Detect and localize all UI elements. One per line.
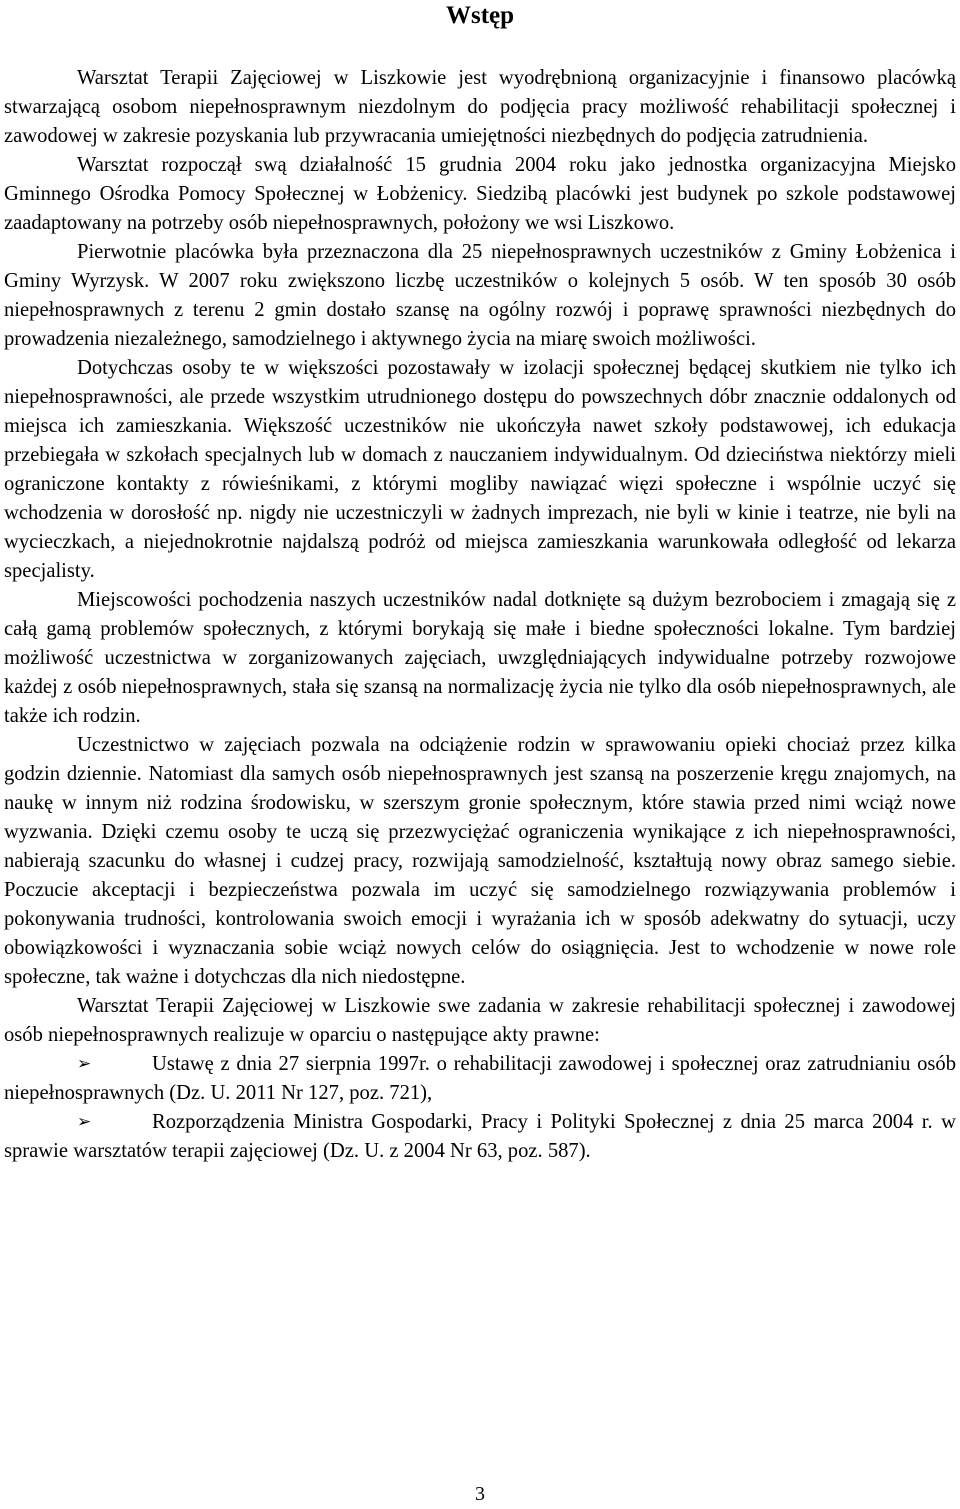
arrow-bullet-icon: ➢ (77, 1054, 92, 1074)
page-number: 3 (475, 1483, 485, 1505)
paragraph: Dotychczas osoby te w większości pozostawały w izolacji społecznej będącej skutkiem nie tylko ich niepełnosprawności, ale przede wszystkim utrudnionego dostępu do powszechnych dóbr znacznie oddalonych od miejsca ich zamieszkania. Większość uczestników nie ukończyła nawet szkoły podstawowej, ich edukacja przebiegała w szkołach specjalnych lub w domach z nauczaniem indywidualnym. Od dzieciństwa niektórzy mieli ograniczone kontakty z rówieśnikami, z którymi mogliby nawiązać więzi społeczne i wspólnie uczyć się wchodzenia w dorosłość np. nigdy nie uczestniczyli w żadnych imprezach, nie byli w kinie i teatrze, nie byli na wycieczkach, a niejednokrotnie najdalszą podróż od miejsca zamieszkania warunkowała odległość od lekarza specjalisty. (4, 357, 956, 582)
body-text (4, 64, 956, 1166)
list-item-text: Rozporządzenia Ministra Gospodarki, Pracy i Polityki Społecznej z dnia 25 marca 2004 r. w sprawie warsztatów terapii zajęciowej (Dz. U. z 2004 Nr 63, poz. 587). (4, 1111, 956, 1162)
arrow-bullet-icon: ➢ (77, 1112, 92, 1132)
list-item-text: Ustawę z dnia 27 sierpnia 1997r. o rehabilitacji zawodowej i społecznej oraz zatrudnianiu osób niepełnosprawnych (Dz. U. 2011 Nr 127, poz. 721), (4, 1053, 956, 1104)
paragraph: Pierwotnie placówka była przeznaczona dla 25 niepełnosprawnych uczestników z Gminy Łobżenica i Gminy Wyrzysk. W 2007 roku zwiększono liczbę uczestników o kolejnych 5 osób. W ten sposób 30 osób niepełnosprawnych z terenu 2 gmin dostało szansę na ogólny rozwój i poprawę sprawności niezbędnych do prowadzenia niezależnego, samodzielnego i aktywnego życia na miarę swoich możliwości. (4, 241, 956, 350)
paragraph: Warsztat Terapii Zajęciowej w Liszkowie swe zadania w zakresie rehabilitacji społecznej i zawodowej osób niepełnosprawnych realizuje w oparciu o następujące akty prawne: (4, 995, 956, 1046)
paragraph: Miejscowości pochodzenia naszych uczestników nadal dotknięte są dużym bezrobociem i zmagają się z całą gamą problemów społecznych, z którymi borykają się małe i biedne społeczności lokalne. Tym bardziej możliwość uczestnictwa w zorganizowanych zajęciach, uwzględniających indywidualne potrzeby rozwojowe każdej z osób niepełnosprawnych, stała się szansą na normalizację życia nie tylko dla osób niepełnosprawnych, ale także ich rodzin. (4, 589, 956, 727)
list-item (4, 1108, 956, 1166)
list-item (4, 1050, 956, 1108)
paragraph: Warsztat Terapii Zajęciowej w Liszkowie jest wyodrębnioną organizacyjnie i finansowo placówką stwarzającą osobom niepełnosprawnym niezdolnym do podjęcia pracy możliwość rehabilitacji społecznej i zawodowej w zakresie pozyskania lub przywracania umiejętności niezbędnych do podjęcia zatrudnienia. (4, 67, 956, 147)
paragraph: Uczestnictwo w zajęciach pozwala na odciążenie rodzin w sprawowaniu opieki chociaż przez kilka godzin dziennie. Natomiast dla samych osób niepełnosprawnych jest szansą na poszerzenie kręgu znajomych, na naukę w innym niż rodzina środowisku, w szerszym gronie społecznym, które stawia przed nimi wciąż nowe wyzwania. Dzięki czemu osoby te uczą się przezwyciężać ograniczenia wynikające z ich niepełnosprawności, nabierają szacunku do własnej i cudzej pracy, rozwijają samodzielność, kształtują nowy obraz samego siebie. Poczucie akceptacji i bezpieczeństwa pozwala im uczyć się samodzielnego rozwiązywania problemów i pokonywania trudności, kontrolowania swoich emocji i wyrażania ich w sposób adekwatny do sytuacji, uczy obowiązkowości i wyznaczania sobie wciąż nowych celów do osiągnięcia. Jest to wchodzenie w nowe role społeczne, tak ważne i dotychczas dla nich niedostępne. (4, 734, 956, 988)
paragraph: Warsztat rozpoczął swą działalność 15 grudnia 2004 roku jako jednostka organizacyjna Miejsko Gminnego Ośrodka Pomocy Społecznej w Łobżenicy. Siedzibą placówki jest budynek po szkole podstawowej zaadaptowany na potrzeby osób niepełnosprawnych, położony we wsi Liszkowo. (4, 154, 956, 234)
page-title: Wstęp (445, 2, 515, 29)
